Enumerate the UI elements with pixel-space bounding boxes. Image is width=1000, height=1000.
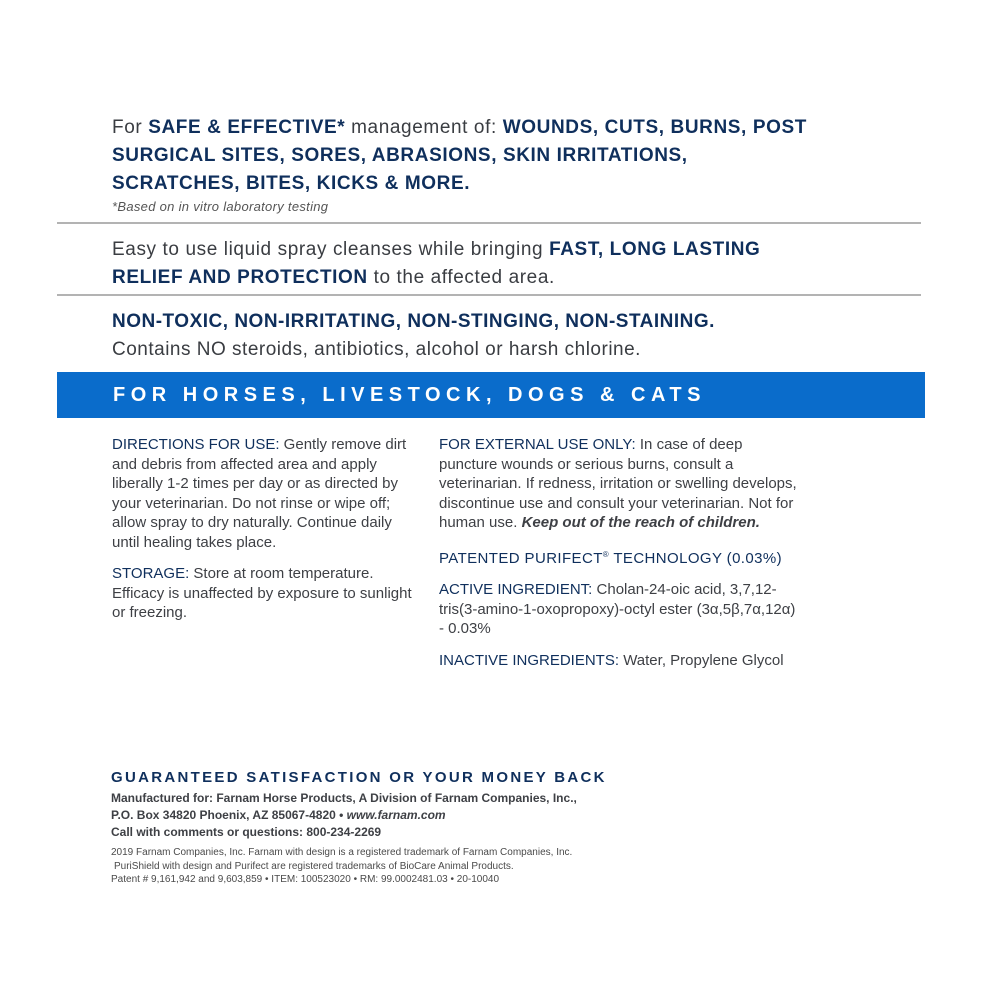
guarantee-heading: GUARANTEED SATISFACTION OR YOUR MONEY BACK: [111, 769, 607, 786]
spray-relief-protection: FAST, LONG LASTING RELIEF AND PROTECTION: [112, 239, 761, 288]
address: P.O. Box 34820 Phoenix, AZ 85067-4820 •: [111, 808, 347, 822]
intro-text-2: management of:: [345, 117, 503, 138]
legal-text: [111, 846, 607, 887]
intro-footnote: *Based on in vitro laboratory testing: [112, 199, 329, 214]
left-column: [112, 435, 412, 635]
inactive-ingredients-heading: INACTIVE INGREDIENTS:: [439, 651, 620, 669]
patent-post: TECHNOLOGY (0.03%): [609, 549, 782, 567]
spray-paragraph: [112, 236, 772, 292]
legal-line-2: PuriShield with design and Purifect are registered trademarks of BioCare Animal Products.: [114, 860, 514, 872]
intro-safe-effective: SAFE & EFFECTIVE*: [148, 117, 346, 138]
storage-paragraph: [112, 564, 412, 623]
directions-heading: DIRECTIONS FOR USE:: [112, 436, 280, 453]
legal-line-1: 2019 Farnam Companies, Inc. Farnam with design is a registered trademark of Farnam Companies, Inc.: [111, 847, 573, 858]
legal-line-3: Patent # 9,161,942 and 9,603,859 • ITEM: 100523020 • RM: 99.0002481.03 • 20-10040: [111, 874, 500, 885]
nontoxic-headline: NON-TOXIC, NON-IRRITATING, NON-STINGING, NON-STAINING.: [112, 311, 715, 332]
manufacturer-info: [111, 790, 607, 841]
manufacturer-line-1: Manufactured for: Farnam Horse Products, A Division of Farnam Companies, Inc.,: [111, 791, 577, 805]
nontoxic-block: [112, 308, 832, 364]
intro-text-1: For: [112, 117, 149, 138]
patent-pre: PATENTED PURIFECT: [439, 549, 603, 567]
storage-text: Store at room temperature. Efficacy is unaffected by exposure to sunlight or freezing.: [112, 565, 412, 621]
nontoxic-text: Contains NO steroids, antibiotics, alcohol or harsh chlorine.: [112, 339, 641, 360]
directions-text: Gently remove dirt and debris from affected area and apply liberally 1-2 times per day or as directed by your veterinarian. Do not rinse or wipe off; allow spray to dry naturally. Continue daily until healing takes place.: [112, 436, 407, 551]
spray-text-1: Easy to use liquid spray cleanses while bringing: [112, 239, 550, 260]
active-ingredient-paragraph: [439, 580, 799, 639]
divider-2: [57, 294, 921, 296]
external-use-text: In case of deep puncture wounds or serious burns, consult a veterinarian. If redness, irritation or swelling develops, discontinue use and consult your veterinarian. Not for human use.: [439, 436, 797, 531]
registered-mark: ®: [602, 549, 610, 559]
inactive-ingredients-text: Water, Propylene Glycol: [619, 651, 784, 669]
external-use-heading: FOR EXTERNAL USE ONLY:: [439, 436, 636, 453]
website-link[interactable]: www.farnam.com: [346, 808, 446, 822]
right-column: [439, 435, 799, 682]
patent-paragraph: [439, 545, 799, 569]
divider-1: [57, 222, 921, 224]
species-banner: [57, 372, 925, 418]
external-use-paragraph: [439, 435, 799, 533]
inactive-ingredients-paragraph: [439, 651, 799, 671]
species-banner-text: FOR HORSES, LIVESTOCK, DOGS & CATS: [113, 384, 706, 406]
active-ingredient-text: Cholan-24-oic acid, 3,7,12-tris(3-amino-1-oxopropoxy)-octyl ester (3α,5β,7α,12α) - 0.03%: [439, 581, 796, 637]
spray-text-2: to the affected area.: [367, 267, 555, 288]
active-ingredient-heading: ACTIVE INGREDIENT:: [439, 581, 593, 598]
manufacturer-line-2: [111, 807, 607, 824]
children-warning: Keep out of the reach of children.: [521, 514, 760, 531]
intro-conditions-list: WOUNDS, CUTS, BURNS, POST SURGICAL SITES, SORES, ABRASIONS, SKIN IRRITATIONS, SCRATCHES, BITES, KICKS & MORE.: [112, 117, 807, 194]
storage-heading: STORAGE:: [112, 565, 190, 582]
footer: [111, 769, 607, 887]
intro-paragraph: [112, 114, 812, 198]
directions-paragraph: [112, 435, 412, 552]
manufacturer-line-3: Call with comments or questions: 800-234-2269: [111, 825, 382, 839]
